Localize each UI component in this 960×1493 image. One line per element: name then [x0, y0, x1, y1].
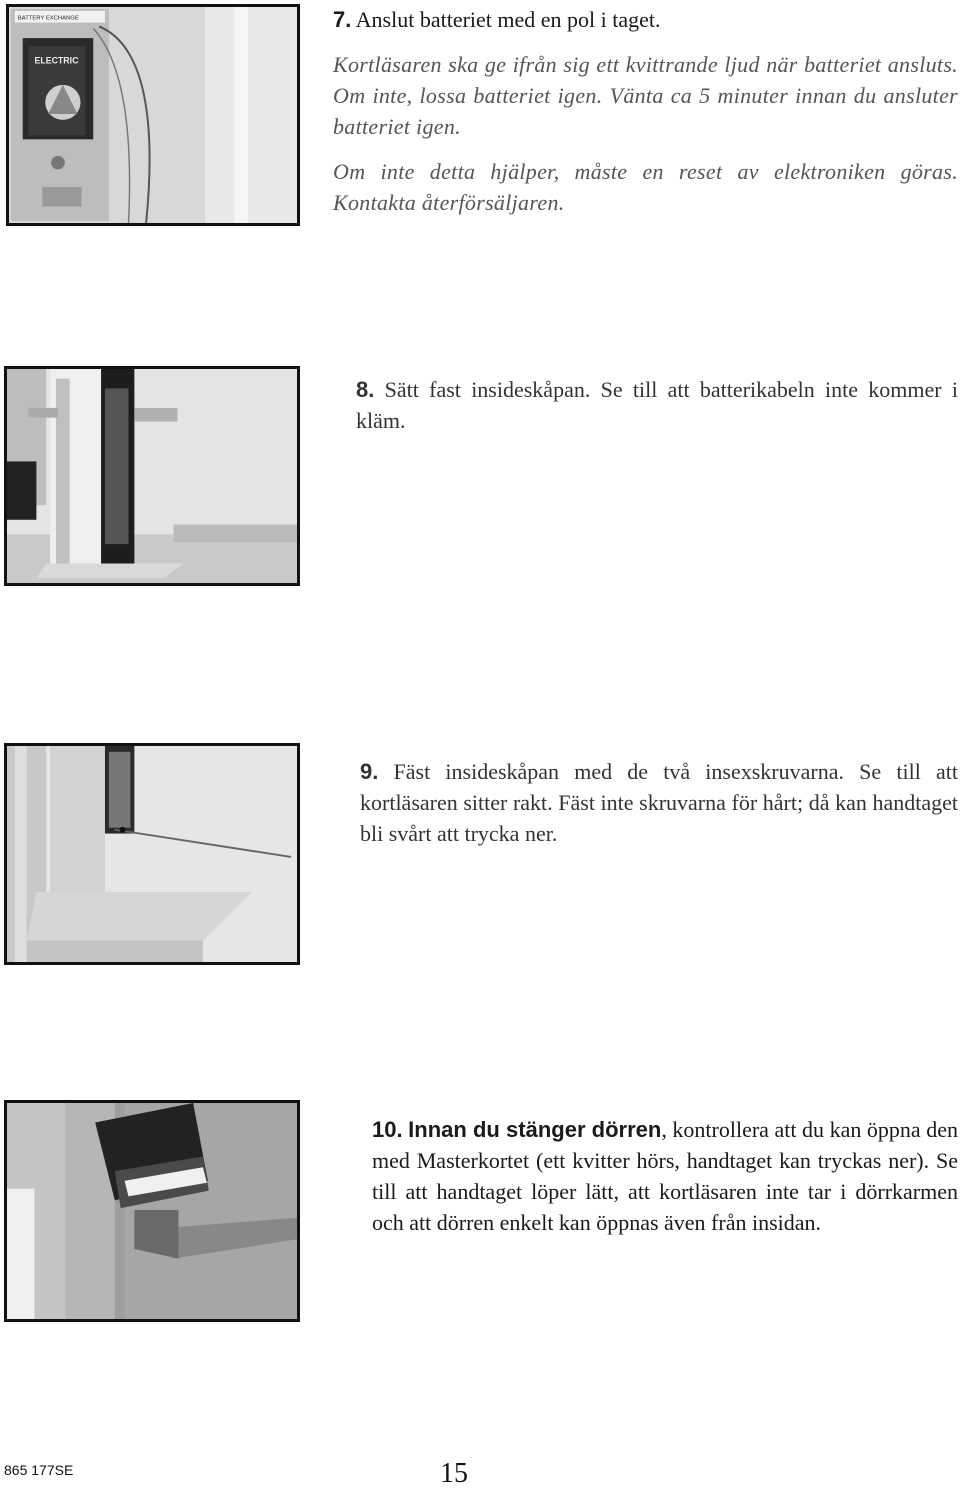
step-10-text: , kontrollera att du kan öppna den med Masterkortet (ett kvitter hörs, handtaget kan tryckas ner). Se till att handtaget löper lätt, att kortläsaren inte tar i dörrkarmen och att dörren enkelt kan öppnas även från insidan.	[372, 1117, 958, 1235]
step-10-paragraph	[372, 1114, 958, 1238]
step-7-heading	[333, 4, 958, 35]
step-9-paragraph	[360, 756, 958, 849]
step-10-bold-lead: Innan du stänger dörren	[408, 1117, 662, 1142]
step-10-photo	[4, 1100, 300, 1322]
step-8-number: 8.	[356, 377, 375, 402]
step-9-text: Fäst insideskåpan med de två insexskruvarna. Se till att kortläsaren sitter rakt. Fäst inte skruvarna för hårt; då kan handtaget bli svårt att trycka ner.	[360, 759, 958, 846]
step-7-paragraph-2: Om inte detta hjälper, måste en reset av elektroniken göras. Kontakta återförsäljaren.	[333, 159, 958, 215]
step-10	[372, 1114, 958, 1238]
battery-brand-label: ELECTRIC	[34, 55, 79, 66]
step-9-photo	[4, 743, 300, 965]
step-7-paragraph-1: Kortläsaren ska ge ifrån sig ett kvittrande ljud när batteriet ansluts. Om inte, lossa batteriet igen. Vänta ca 5 minuter innan du ansluter batteriet igen.	[333, 52, 958, 139]
step-9	[360, 756, 958, 849]
step-7-photo	[6, 4, 300, 226]
page-number: 15	[440, 1458, 468, 1489]
step-7	[333, 4, 958, 218]
step-7-number: 7.	[333, 7, 352, 32]
step-9-number: 9.	[360, 759, 379, 784]
step-8	[356, 374, 958, 436]
step-10-number: 10.	[372, 1117, 403, 1142]
step-8-photo	[4, 366, 300, 586]
step-8-paragraph	[356, 374, 958, 436]
battery-exchange-label: BATTERY EXCHANGE	[17, 15, 79, 22]
document-code: 865 177SE	[4, 1462, 74, 1478]
step-7-title: Anslut batteriet med en pol i taget.	[355, 7, 661, 32]
step-8-text: Sätt fast insideskåpan. Se till att batterikabeln inte kommer i kläm.	[356, 377, 958, 433]
